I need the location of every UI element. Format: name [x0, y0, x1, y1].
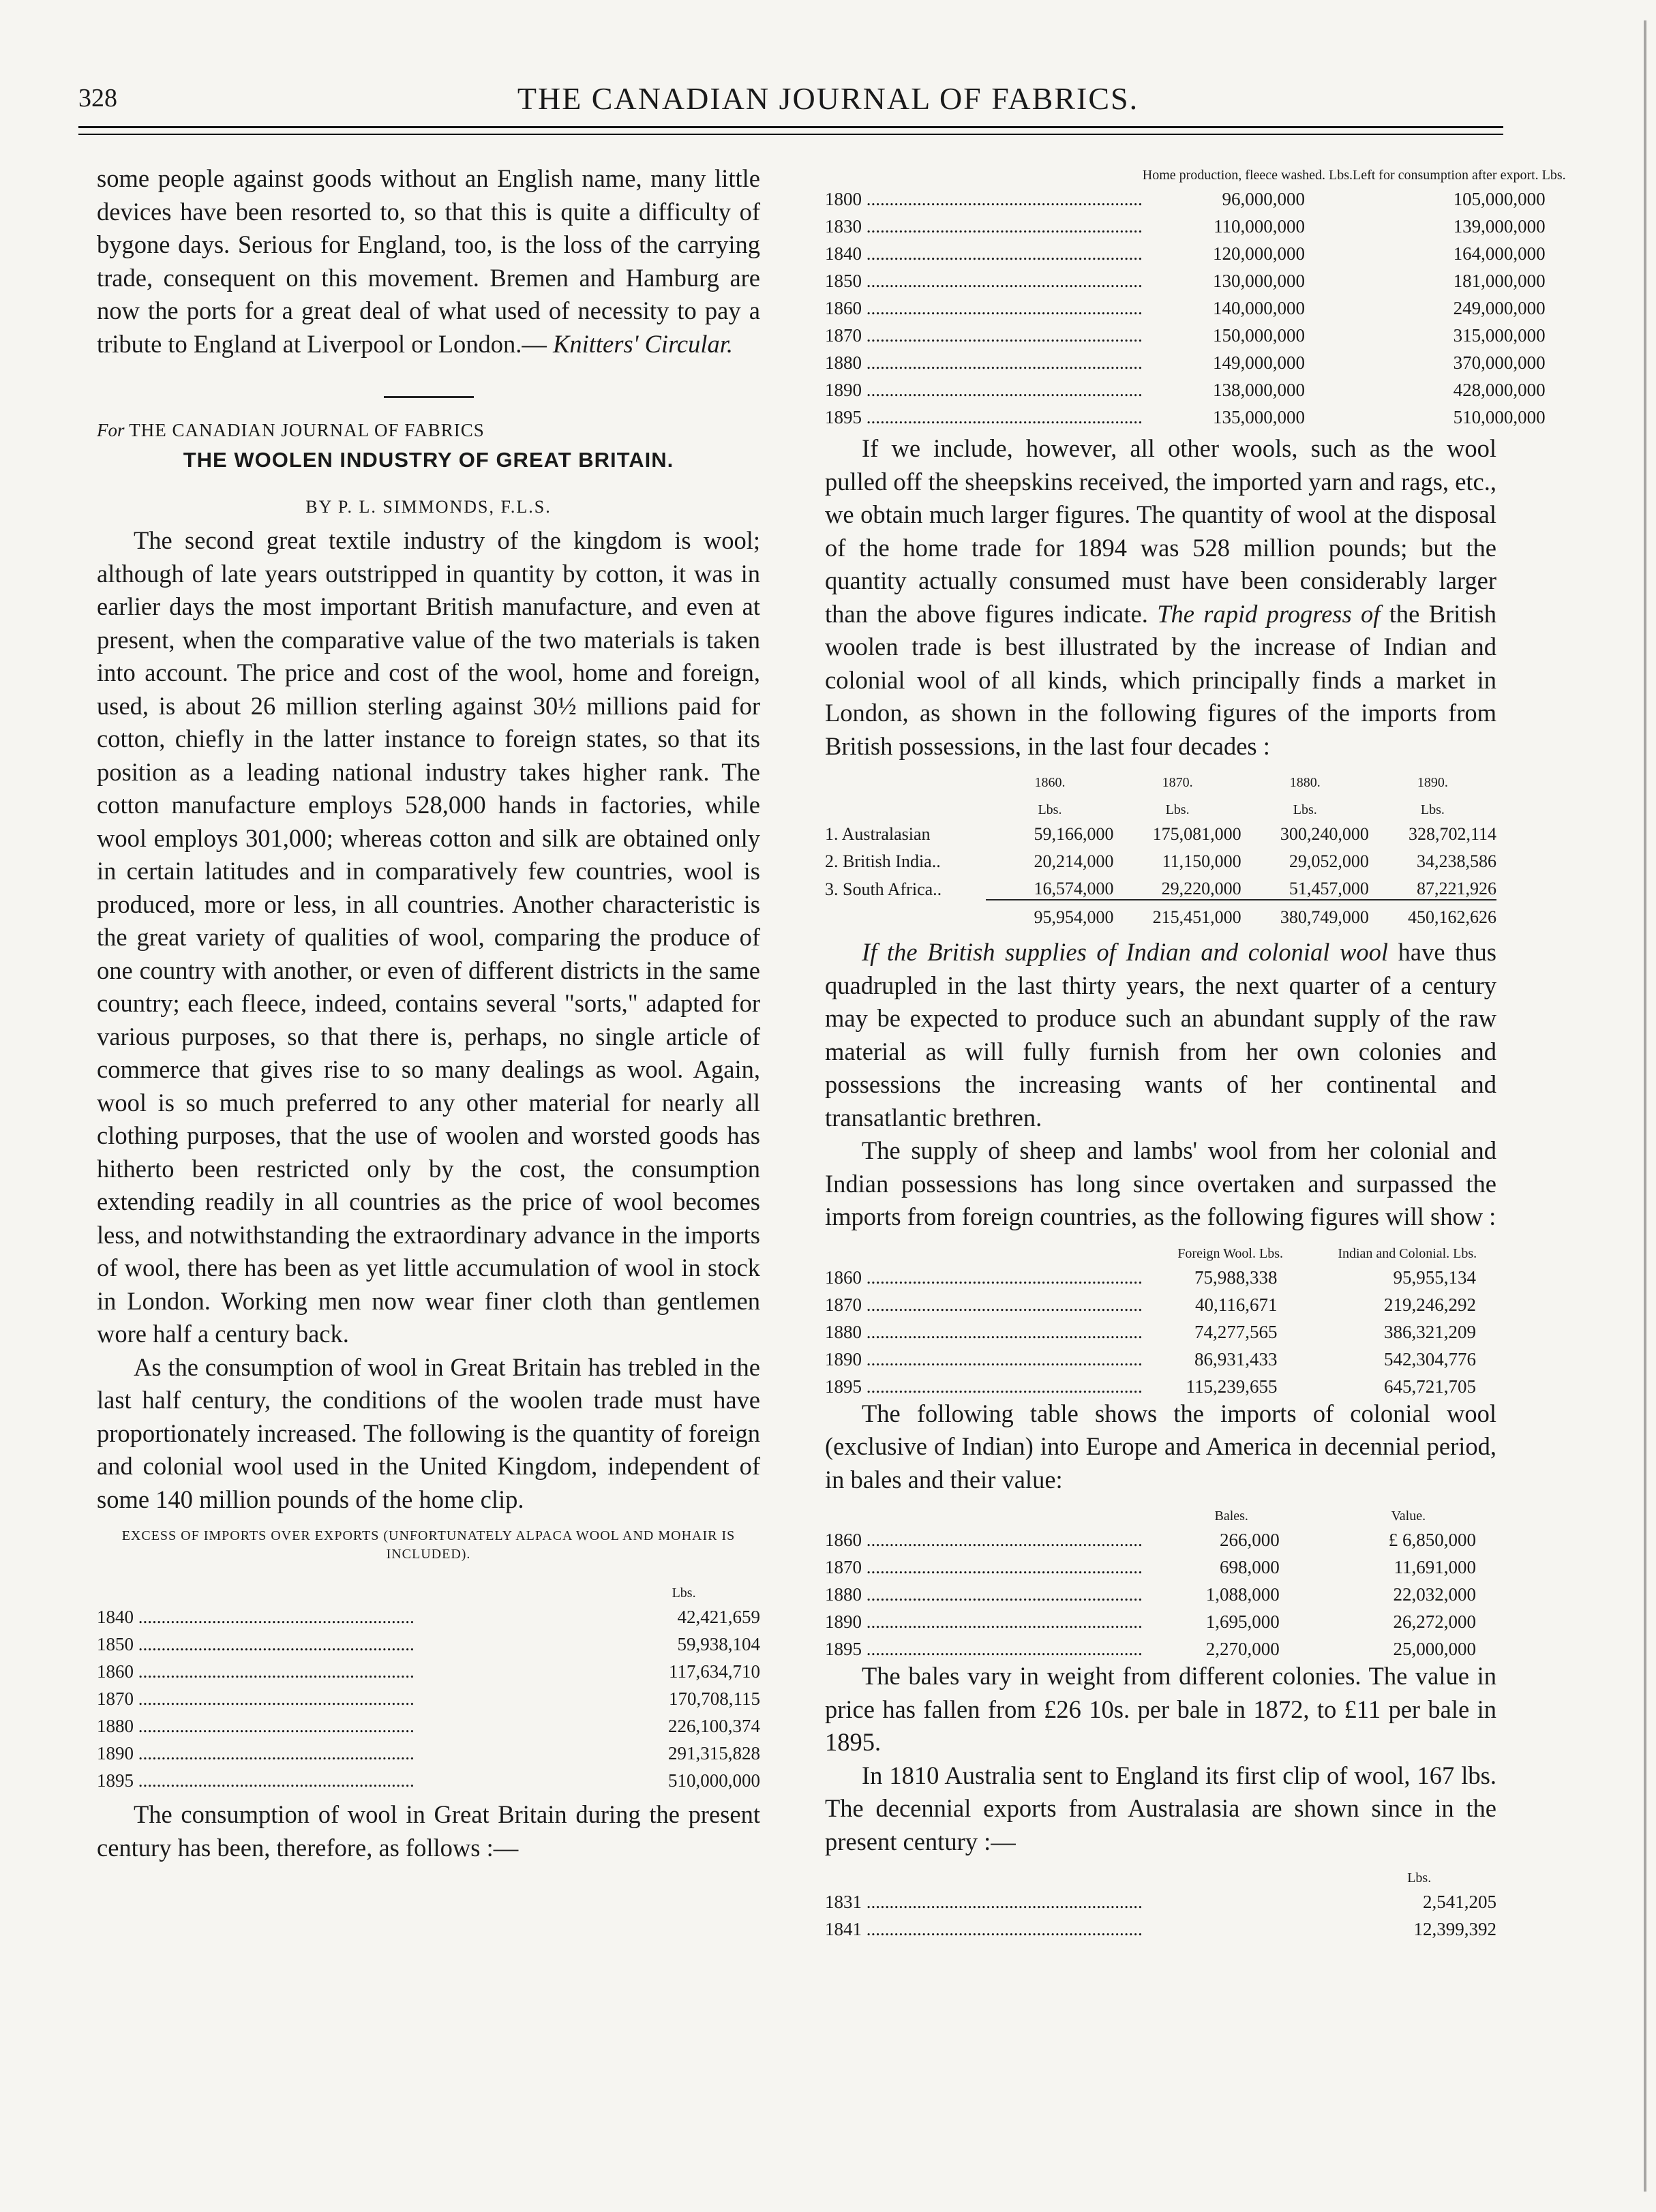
bales-cell: 698,000	[1219, 1557, 1280, 1577]
year-cell: 1890 ............................................................	[825, 1348, 1143, 1369]
import-value-cell: 328,702,114	[1408, 824, 1496, 844]
foreign-wool-cell: 40,116,671	[1195, 1294, 1278, 1315]
left-for-consumption-cell: 105,000,000	[1453, 189, 1546, 209]
colonial-imports-table	[825, 763, 1496, 928]
value-cell: 510,000,000	[668, 1770, 760, 1791]
bales-cell: 2,270,000	[1205, 1639, 1280, 1659]
left-column	[97, 162, 760, 1864]
excess-imports-table	[97, 1573, 760, 1791]
year-cell: 1895 ............................................................	[825, 407, 1143, 427]
body-paragraph-7: The following table shows the imports of colonial wool (exclusive of Indian) into Europe and America in decennial period, in bales and their value:	[825, 1399, 1496, 1494]
table-row	[825, 237, 1566, 264]
year-cell: 1880 ............................................................	[825, 352, 1143, 373]
excess-table-caption: EXCESS OF IMPORTS OVER EXPORTS (UNFORTUNATELY ALPACA WOOL AND MOHAIR IS INCLUDED).	[121, 1528, 736, 1562]
table-row	[97, 1710, 760, 1737]
year-cell: 1890 ............................................................	[825, 1611, 1143, 1632]
journal-running-head: THE CANADIAN JOURNAL OF FABRICS.	[517, 81, 1139, 116]
colonial-wool-cell: 645,721,705	[1384, 1376, 1476, 1397]
table-row	[825, 1885, 1496, 1913]
left-for-consumption-cell: 315,000,000	[1453, 325, 1546, 346]
header-rule-top	[78, 126, 1503, 128]
home-production-cell: 120,000,000	[1212, 243, 1305, 264]
home-production-cell: 150,000,000	[1212, 325, 1305, 346]
value-cell: 26,272,000	[1393, 1611, 1476, 1632]
table-row	[825, 872, 1496, 900]
year-cell: 1895 ............................................................	[97, 1770, 415, 1791]
table-row	[825, 183, 1566, 210]
foreign-wool-cell: 86,931,433	[1194, 1348, 1278, 1369]
home-production-cell: 96,000,000	[1222, 189, 1305, 209]
unit-header: Lbs.	[1420, 802, 1445, 817]
import-value-cell: 11,150,000	[1162, 851, 1241, 871]
year-cell: 1880 ............................................................	[97, 1716, 415, 1736]
excess-unit-header: Lbs.	[672, 1586, 696, 1601]
source-label-cell: 2. British India..	[825, 851, 941, 871]
colonial-wool-cell: 219,246,292	[1384, 1294, 1476, 1315]
consumption-table	[825, 155, 1566, 428]
year-cell: 1890 ............................................................	[825, 380, 1143, 400]
year-cell: 1800 ............................................................	[825, 189, 1143, 209]
left-for-consumption-cell: 164,000,000	[1453, 243, 1546, 264]
year-cell: 1880 ............................................................	[825, 1584, 1143, 1605]
import-value-cell: 300,240,000	[1280, 824, 1369, 844]
page-edge-shadow	[1644, 20, 1646, 2192]
home-production-cell: 130,000,000	[1212, 271, 1305, 291]
value-cell: 11,691,000	[1394, 1557, 1476, 1577]
left-for-consumption-header: Left for consumption after export. Lbs.	[1352, 168, 1566, 183]
colonial-wool-cell: 386,321,209	[1384, 1321, 1476, 1342]
for-journal-line: For THE CANADIAN JOURNAL OF FABRICS	[97, 420, 485, 440]
year-cell: 1860 ............................................................	[97, 1661, 415, 1682]
right-column	[825, 155, 1566, 1940]
home-production-cell: 140,000,000	[1212, 298, 1305, 318]
left-for-consumption-cell: 139,000,000	[1453, 216, 1546, 237]
year-cell: 1860 ............................................................	[825, 1267, 1143, 1288]
table-row	[825, 1370, 1496, 1397]
unit-header: Lbs.	[1038, 802, 1062, 817]
year-cell: 1870 ............................................................	[97, 1688, 415, 1709]
year-cell: 1850 ............................................................	[97, 1634, 415, 1654]
bales-cell: 1,088,000	[1205, 1584, 1280, 1605]
import-value-cell: 20,214,000	[1034, 851, 1114, 871]
table-row	[97, 1601, 760, 1628]
value-cell: 226,100,374	[668, 1716, 760, 1736]
table-row	[825, 1578, 1496, 1605]
value-cell: 291,315,828	[668, 1743, 760, 1763]
value-header: Value.	[1391, 1509, 1426, 1524]
year-cell: 1831 ............................................................	[825, 1892, 1143, 1912]
table-row	[825, 210, 1566, 237]
year-cell: 1860 ............................................................	[825, 298, 1143, 318]
table-row	[825, 1261, 1496, 1288]
source-label-cell: 3. South Africa..	[825, 879, 942, 899]
value-cell: 59,938,104	[677, 1634, 760, 1654]
unit-header: Lbs.	[1293, 802, 1317, 817]
home-production-header: Home production, fleece washed. Lbs.	[1142, 168, 1353, 183]
import-value-cell: 16,574,000	[1034, 879, 1114, 898]
header-rule-bottom	[78, 134, 1503, 135]
left-for-consumption-cell: 510,000,000	[1453, 407, 1546, 427]
value-cell: 42,421,659	[677, 1607, 760, 1627]
body-paragraph-1: The second great textile industry of the kingdom is wool; although of late years outstripped in quantity by cotton, it was in earlier days the most important British manufacture, and even at present, when the comparative value of the two materials is taken into account. The price and cost of the wool, home and foreign, used, is about 26 million sterling against 30½ millions paid for cotton, chiefly in the latter instance to foreign states, so that its position as a leading national industry takes higher rank. The cotton manufacture employs 528,000 hands in factories, while wool employs 301,000; whereas cotton and silk are obtained only in certain latitudes and in comparatively few countries, wool is produced, more or less, in all countries. Another characteristic is the great variety of qualities of wool, comparing the produce of one country with another, or even of different districts in the same country; each fleece, indeed, contains several "sorts," adapted for various purposes, so that there is, perhaps, no single article of commerce that gives rise to so many dealings as wool. Again, wool is so much preferred to any other material for nearly all clothing purposes, that the use of woolen and worsted goods has hitherto been restricted only by the cost, the consumption extending readily in all countries as the price of wool becomes less, and notwithstanding the extraordinary advance in the imports of wool, there has been as yet little accumulation of wool in stock in London. Working men now wear finer cloth than gentlemen wore half a century back.	[97, 526, 760, 1348]
table-row	[97, 1655, 760, 1682]
year-cell: 1840 ............................................................	[825, 243, 1143, 264]
body-paragraph-3: The consumption of wool in Great Britain during the present century has been, therefore, as follows :—	[97, 1800, 760, 1862]
foreign-wool-cell: 75,988,338	[1194, 1267, 1278, 1288]
bales-cell: 266,000	[1219, 1530, 1280, 1550]
home-production-cell: 138,000,000	[1212, 380, 1305, 400]
home-production-cell: 149,000,000	[1212, 352, 1305, 373]
decade-header: 1880.	[1289, 775, 1321, 790]
table-row	[825, 1524, 1496, 1551]
body-paragraph-9: In 1810 Australia sent to England its first clip of wool, 167 lbs. The decennial exports from Australasia are shown since in the present century :—	[825, 1761, 1496, 1855]
left-for-consumption-cell: 370,000,000	[1453, 352, 1546, 373]
value-cell: 117,634,710	[669, 1661, 760, 1682]
body-paragraph-8: The bales vary in weight from different colonies. The value in price has fallen from £26 10s. per bale in 1872, to £11 per bale in 1895.	[825, 1662, 1496, 1756]
year-cell: 1850 ............................................................	[825, 271, 1143, 291]
total-value-cell: 450,162,626	[1369, 900, 1496, 928]
foreign-wool-cell: 74,277,565	[1194, 1321, 1278, 1342]
article-byline: BY P. L. SIMMONDS, F.L.S.	[305, 497, 552, 517]
year-cell: 1860 ............................................................	[825, 1530, 1143, 1550]
page-number: 328	[78, 84, 117, 112]
year-cell: 1841 ............................................................	[825, 1919, 1143, 1939]
year-cell: 1870 ............................................................	[825, 1294, 1143, 1315]
year-cell: 1870 ............................................................	[825, 325, 1143, 346]
article-headline: THE WOOLEN INDUSTRY OF GREAT BRITAIN.	[183, 448, 674, 472]
table-row	[97, 1737, 760, 1764]
table-row	[97, 1628, 760, 1655]
bales-header: Bales.	[1214, 1509, 1248, 1524]
body-paragraph-4: If we include, however, all other wools, such as the wool pulled off the sheepskins received, the imported yarn and rags, etc., we obtain much larger figures. The quantity of wool at the disposal of the home trade for 1894 was 528 million pounds; but the quantity actually consumed must have been considerably larger than the above figures indicate. The rapid progress of the British woolen trade is best illustrated by the increase of Indian and colonial wool of all kinds, which principally finds a market in London, as shown in the following figures of the imports from British possessions, in the last four decades :	[825, 434, 1497, 760]
table-row	[825, 1343, 1496, 1370]
foreign-wool-header: Foreign Wool. Lbs.	[1177, 1245, 1283, 1261]
aus-unit-header: Lbs.	[1407, 1870, 1432, 1885]
wool-supply-table	[825, 1234, 1496, 1397]
table-row	[825, 1913, 1496, 1940]
table-row	[97, 1682, 760, 1710]
table-row	[825, 1316, 1496, 1343]
import-value-cell: 59,166,000	[1034, 824, 1114, 844]
colonial-wool-cell: 542,304,776	[1384, 1348, 1476, 1369]
australasia-exports-table	[825, 1858, 1496, 1940]
totals-row	[825, 900, 1496, 928]
body-paragraph-2: As the consumption of wool in Great Britain has trebled in the last half century, the conditions of the woolen trade must have proportionately increased. The following is the quantity of foreign and colonial wool used in the United Kingdom, independent of some 140 million pounds of the home clip.	[97, 1352, 760, 1513]
section-separator	[384, 396, 474, 398]
decade-header: 1870.	[1162, 775, 1193, 790]
import-value-cell: 34,238,586	[1417, 851, 1496, 871]
import-value-cell: 29,220,000	[1161, 879, 1241, 898]
value-cell: 22,032,000	[1393, 1584, 1476, 1605]
table-row	[97, 1764, 760, 1791]
year-cell: 1880 ............................................................	[825, 1321, 1143, 1342]
import-value-cell: 87,221,926	[1417, 879, 1496, 898]
foreign-wool-cell: 115,239,655	[1186, 1376, 1278, 1397]
value-cell: £ 6,850,000	[1388, 1530, 1476, 1550]
year-cell: 1895 ............................................................	[825, 1376, 1143, 1397]
import-value-cell: 29,052,000	[1289, 851, 1369, 871]
year-cell: 1840 ............................................................	[97, 1607, 415, 1627]
table-row	[825, 845, 1496, 872]
value-cell: 170,708,115	[669, 1688, 760, 1709]
intro-paragraph: some people against goods without an English name, many little devices have been resorted to, so that this is quite a difficulty of bygone days. Serious for England, too, is the loss of the carrying trade, consequent on this movement. Bremen and Hamburg are now the ports for a great deal of what used of necessity to pay a tribute to England at Liverpool or London.— Knitters' Circular.	[97, 164, 760, 358]
bales-value-table	[825, 1496, 1496, 1660]
home-production-cell: 110,000,000	[1213, 216, 1305, 237]
year-cell: 1895 ............................................................	[825, 1639, 1143, 1659]
table-row	[825, 1551, 1496, 1578]
bales-cell: 1,695,000	[1205, 1611, 1280, 1632]
table-row	[825, 374, 1566, 401]
value-cell: 25,000,000	[1393, 1639, 1476, 1659]
table-row	[825, 346, 1566, 374]
import-value-cell: 51,457,000	[1289, 879, 1369, 898]
decade-header: 1890.	[1417, 775, 1448, 790]
table-row	[825, 817, 1496, 845]
table-row	[825, 264, 1566, 292]
table-row	[825, 1633, 1496, 1660]
left-for-consumption-cell: 428,000,000	[1453, 380, 1546, 400]
intro-source: Knitters' Circular.	[553, 329, 734, 358]
year-cell: 1890 ............................................................	[97, 1743, 415, 1763]
source-label-cell: 1. Australasian	[825, 824, 931, 844]
table-row	[825, 401, 1566, 428]
totals-spacer	[825, 900, 986, 928]
total-value-cell: 95,954,000	[986, 900, 1113, 928]
left-for-consumption-cell: 181,000,000	[1453, 271, 1546, 291]
body-paragraph-5: If the British supplies of Indian and colonial wool have thus quadrupled in the last thirty years, the next quarter of a century may be expected to produce such an abundant supply of the raw material as will fully furnish from her own colonies and possessions the increasing wants of her continental and transatlantic brethren.	[825, 938, 1497, 1132]
table-row	[825, 292, 1566, 319]
value-cell: 12,399,392	[1413, 1919, 1496, 1939]
year-cell: 1830 ............................................................	[825, 216, 1143, 237]
left-for-consumption-cell: 249,000,000	[1453, 298, 1546, 318]
home-production-cell: 135,000,000	[1212, 407, 1305, 427]
indian-colonial-header: Indian and Colonial. Lbs.	[1338, 1245, 1477, 1261]
value-cell: 2,541,205	[1423, 1892, 1496, 1912]
unit-header: Lbs.	[1165, 802, 1190, 817]
table-row	[825, 1605, 1496, 1633]
total-value-cell: 380,749,000	[1241, 900, 1369, 928]
year-cell: 1870 ............................................................	[825, 1557, 1143, 1577]
decade-header: 1860.	[1034, 775, 1066, 790]
total-value-cell: 215,451,000	[1114, 900, 1241, 928]
body-paragraph-6: The supply of sheep and lambs' wool from her colonial and Indian possessions has long since overtaken and surpassed the imports from foreign countries, as the following figures will show :	[825, 1136, 1496, 1230]
table-row	[825, 1288, 1496, 1316]
import-value-cell: 175,081,000	[1152, 824, 1241, 844]
table-row	[825, 319, 1566, 346]
colonial-wool-cell: 95,955,134	[1393, 1267, 1476, 1288]
